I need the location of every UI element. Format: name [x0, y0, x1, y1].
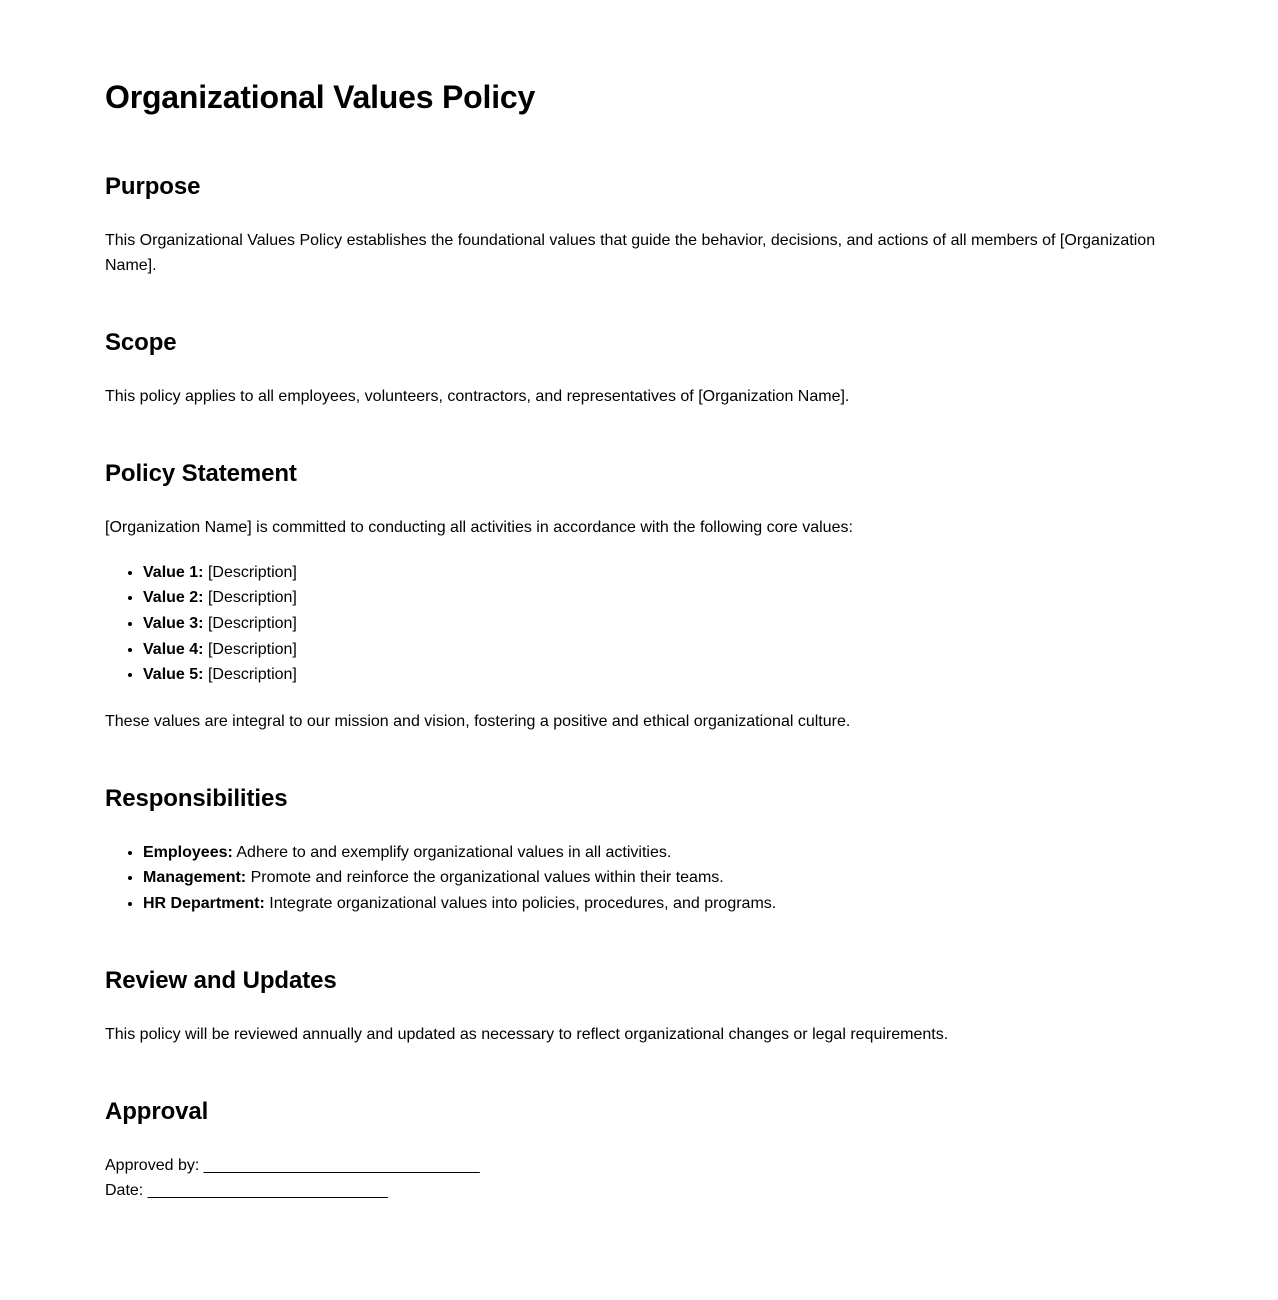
date-blank-line[interactable]: ___________________________: [147, 1181, 388, 1199]
policy-statement-closing: These values are integral to our mission and vision, fostering a positive and ethical organizational culture.: [105, 712, 851, 730]
value-description: [Description]: [207, 563, 297, 581]
approved-by-blank-line[interactable]: _______________________________: [203, 1156, 480, 1174]
responsibilities-list: [105, 840, 1173, 917]
core-values-list: [105, 560, 1173, 688]
policy-statement-intro: [Organization Name] is committed to conducting all activities in accordance with the following core values:: [105, 518, 853, 536]
section-heading-purpose: Purpose: [105, 173, 201, 201]
list-item: [143, 840, 1173, 866]
approved-by-row: [105, 1153, 1173, 1178]
value-label: Value 3:: [143, 614, 204, 632]
list-item: [143, 891, 1173, 917]
responsibility-text: Adhere to and exemplify organizational values in all activities.: [236, 843, 672, 861]
list-item: [143, 662, 1173, 688]
list-item: [143, 865, 1173, 891]
section-heading-responsibilities: Responsibilities: [105, 784, 288, 812]
section-scope: [105, 329, 1173, 409]
value-label: Value 5:: [143, 666, 204, 684]
value-description: [Description]: [207, 640, 297, 658]
approval-signature-block: [105, 1153, 1173, 1203]
section-heading-approval: Approval: [105, 1098, 209, 1126]
value-label: Value 1:: [143, 563, 204, 581]
responsibility-label: HR Department:: [143, 894, 265, 912]
value-label: Value 2:: [143, 589, 204, 607]
section-approval: [105, 1098, 1173, 1203]
date-row: [105, 1178, 1173, 1203]
section-purpose: [105, 173, 1173, 278]
section-responsibilities: [105, 785, 1173, 917]
responsibility-text: Integrate organizational values into policies, procedures, and programs.: [269, 894, 777, 912]
date-label: Date:: [105, 1181, 148, 1199]
approved-by-label: Approved by:: [105, 1156, 204, 1174]
section-heading-policy-statement: Policy Statement: [105, 459, 297, 487]
value-description: [Description]: [207, 589, 297, 607]
responsibility-label: Employees:: [143, 843, 233, 861]
section-heading-review-and-updates: Review and Updates: [105, 967, 337, 995]
section-review-and-updates: [105, 967, 1173, 1047]
value-description: [Description]: [207, 614, 297, 632]
value-description: [Description]: [207, 666, 297, 684]
list-item: [143, 611, 1173, 637]
list-item: [143, 637, 1173, 663]
list-item: [143, 585, 1173, 611]
section-policy-statement: [105, 460, 1173, 734]
section-paragraph-purpose: This Organizational Values Policy establishes the foundational values that guide the behavior, decisions, and actions of all members of [Organization Name].: [105, 232, 1156, 275]
value-label: Value 4:: [143, 640, 204, 658]
responsibility-label: Management:: [143, 869, 247, 887]
responsibility-text: Promote and reinforce the organizational values within their teams.: [250, 869, 724, 887]
list-item: [143, 560, 1173, 586]
page-title: Organizational Values Policy: [105, 79, 536, 115]
section-heading-scope: Scope: [105, 329, 177, 357]
section-paragraph-scope: This policy applies to all employees, volunteers, contractors, and representatives of [Organization Name].: [105, 387, 850, 405]
section-paragraph-review-and-updates: This policy will be reviewed annually and updated as necessary to reflect organizational changes or legal requirements.: [105, 1026, 949, 1044]
